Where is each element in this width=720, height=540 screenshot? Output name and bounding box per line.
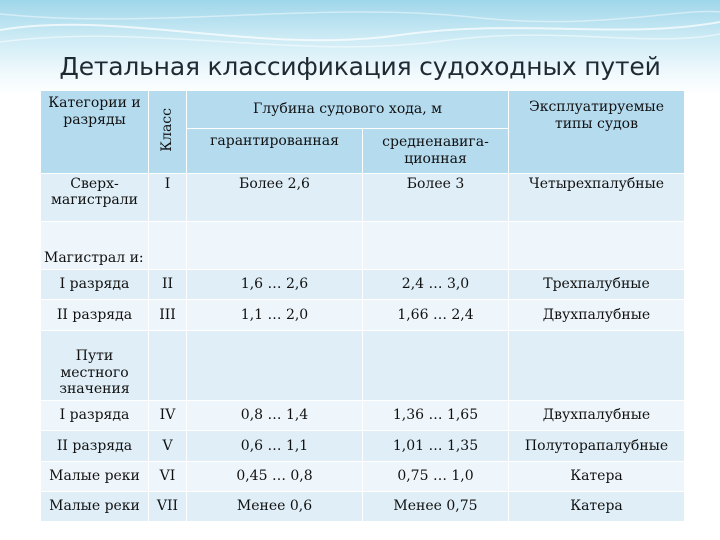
row-vessels <box>509 221 685 269</box>
row-guaranteed: 1,1 … 2,0 <box>187 300 363 330</box>
row-guaranteed <box>187 330 363 400</box>
row-class <box>149 330 187 400</box>
row-average <box>363 221 509 269</box>
row-class: II <box>149 270 187 300</box>
row-class: VII <box>149 491 187 521</box>
row-average: 1,36 … 1,65 <box>363 401 509 431</box>
row-vessels: Полуторапалубные <box>509 431 685 461</box>
row-category: Пути местного значения <box>41 330 149 400</box>
table-row <box>41 491 685 521</box>
row-guaranteed: 0,8 … 1,4 <box>187 401 363 431</box>
header-depth: Глубина судового хода, м <box>187 91 509 129</box>
row-guaranteed: 1,6 … 2,6 <box>187 270 363 300</box>
row-vessels: Двухпалубные <box>509 300 685 330</box>
row-category: II разряда <box>41 431 149 461</box>
row-guaranteed: Менее 0,6 <box>187 491 363 521</box>
row-class <box>149 221 187 269</box>
header-average: средненавига-ционная <box>363 129 509 173</box>
row-average: 0,75 … 1,0 <box>363 461 509 491</box>
row-category: II разряда <box>41 300 149 330</box>
row-category: Малые реки <box>41 491 149 521</box>
header-class <box>149 91 187 174</box>
table-row <box>41 330 685 400</box>
table-row <box>41 221 685 269</box>
table-row <box>41 401 685 431</box>
row-vessels: Двухпалубные <box>509 401 685 431</box>
row-class: V <box>149 431 187 461</box>
table-row <box>41 461 685 491</box>
row-category: Сверх-магистрали <box>41 173 149 221</box>
row-class: IV <box>149 401 187 431</box>
row-category: Магистрал и: <box>41 221 149 269</box>
table-row <box>41 173 685 221</box>
row-class: VI <box>149 461 187 491</box>
row-guaranteed: Более 2,6 <box>187 173 363 221</box>
row-vessels <box>509 330 685 400</box>
table-row <box>41 270 685 300</box>
row-guaranteed <box>187 221 363 269</box>
row-average: 1,01 … 1,35 <box>363 431 509 461</box>
row-vessels: Катера <box>509 491 685 521</box>
row-class: I <box>149 173 187 221</box>
header-category: Категории и разряды <box>41 91 149 174</box>
header-vessels: Эксплуатируемые типы судов <box>509 91 685 174</box>
row-class: III <box>149 300 187 330</box>
classification-table <box>40 90 685 522</box>
row-category: I разряда <box>41 401 149 431</box>
header-guaranteed: гарантированная <box>187 129 363 173</box>
row-category: I разряда <box>41 270 149 300</box>
row-average <box>363 330 509 400</box>
table-row <box>41 431 685 461</box>
row-vessels: Четырехпалубные <box>509 173 685 221</box>
header-class-label: Класс <box>159 107 176 152</box>
row-average: Более 3 <box>363 173 509 221</box>
row-vessels: Трехпалубные <box>509 270 685 300</box>
row-average: 1,66 … 2,4 <box>363 300 509 330</box>
page-title: Детальная классификация судоходных путей <box>59 52 661 81</box>
row-vessels: Катера <box>509 461 685 491</box>
table-row <box>41 300 685 330</box>
row-guaranteed: 0,6 … 1,1 <box>187 431 363 461</box>
row-average: Менее 0,75 <box>363 491 509 521</box>
header-row-top <box>41 91 685 129</box>
row-category: Малые реки <box>41 461 149 491</box>
row-average: 2,4 … 3,0 <box>363 270 509 300</box>
row-guaranteed: 0,45 … 0,8 <box>187 461 363 491</box>
